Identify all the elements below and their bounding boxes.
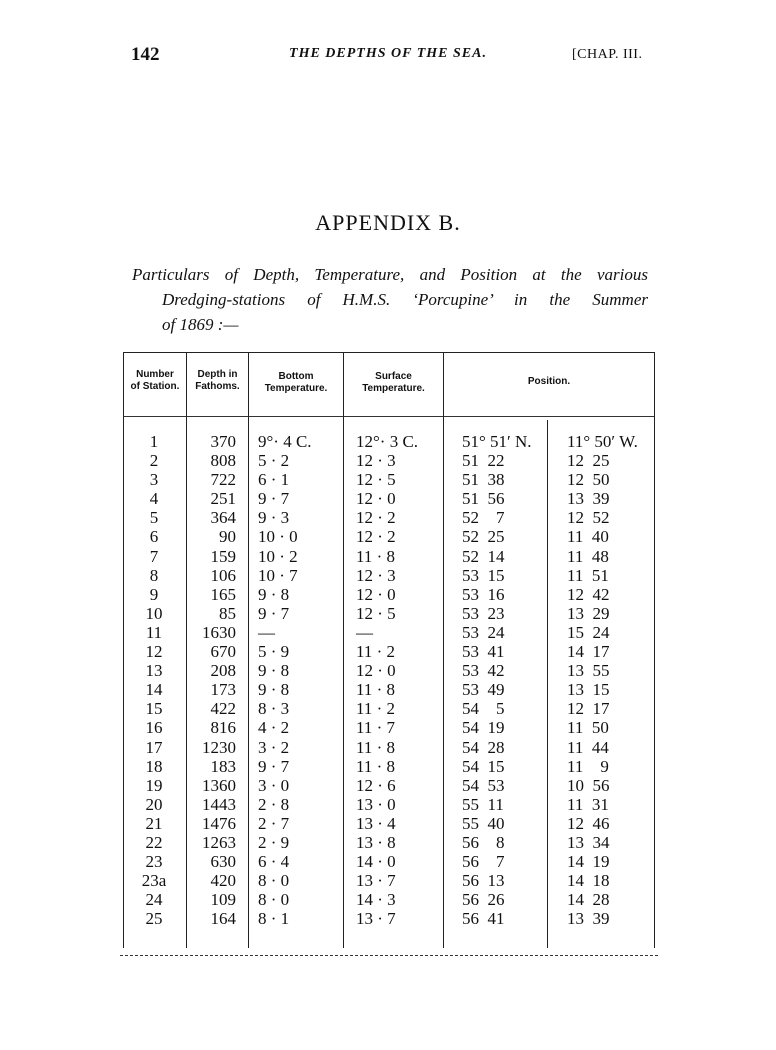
cell-longitude: 11 48 [567, 546, 609, 566]
cell-longitude: 12 42 [567, 584, 610, 604]
table-body [0, 432, 776, 928]
cell-longitude: 11° 50′ W. [567, 432, 638, 451]
cell-surface-temp: 11 · 8 [356, 737, 396, 757]
cell-surface-temp: 11 · 2 [356, 699, 396, 719]
cell-bottom-temp: 2 · 8 [258, 794, 290, 814]
table-row [0, 623, 776, 642]
cell-longitude: 11 31 [567, 794, 609, 814]
cell-longitude: 14 18 [567, 871, 610, 891]
cell-latitude: 51 38 [462, 470, 505, 490]
table-row [0, 489, 776, 508]
cell-bottom-temp: 6 · 1 [258, 470, 290, 490]
cell-depth: 1630 [202, 622, 236, 642]
cell-longitude: 13 55 [567, 661, 610, 681]
table-row [0, 527, 776, 546]
cell-latitude: 53 15 [462, 565, 505, 585]
cell-longitude: 13 39 [567, 909, 610, 929]
cell-bottom-temp: 2 · 9 [258, 832, 290, 852]
cell-bottom-temp: 10 · 7 [258, 565, 298, 585]
table-row [0, 432, 776, 451]
cell-depth: 420 [210, 871, 236, 891]
table-row [0, 871, 776, 890]
cell-surface-temp: 11 · 8 [356, 546, 396, 566]
cell-station: 4 [149, 489, 159, 509]
table-row [0, 909, 776, 928]
cell-station: 12 [145, 642, 163, 662]
cell-depth: 1263 [202, 832, 236, 852]
cell-longitude: 10 56 [567, 775, 610, 795]
table-row [0, 451, 776, 470]
cell-longitude: 13 39 [567, 489, 610, 509]
cell-bottom-temp: 8 · 0 [258, 890, 290, 910]
cell-bottom-temp: 9 · 8 [258, 680, 290, 700]
cell-latitude: 54 15 [462, 756, 505, 776]
cell-latitude: 52 14 [462, 546, 505, 566]
cell-surface-temp: 11 · 8 [356, 756, 396, 776]
table-row [0, 680, 776, 699]
cell-depth: 370 [210, 432, 236, 451]
cell-surface-temp: 12 · 2 [356, 527, 396, 547]
chapter-label: [CHAP. III. [572, 47, 643, 62]
cell-longitude: 13 15 [567, 680, 610, 700]
cell-depth: 1230 [202, 737, 236, 757]
cell-station: 16 [145, 718, 163, 738]
cell-depth: 173 [210, 680, 236, 700]
cell-station: 10 [145, 603, 163, 623]
cell-bottom-temp: 10 · 0 [258, 527, 298, 547]
table-caption [132, 262, 648, 337]
caption-line-3: of 1869 :— [162, 315, 239, 334]
cell-bottom-temp: 8 · 3 [258, 699, 290, 719]
cell-latitude: 54 19 [462, 718, 505, 738]
cell-latitude: 56 13 [462, 871, 505, 891]
cell-depth: 164 [210, 909, 236, 929]
table-row [0, 738, 776, 757]
cell-longitude: 11 51 [567, 565, 609, 585]
cell-depth: 106 [210, 565, 236, 585]
cell-latitude: 55 40 [462, 813, 505, 833]
cell-surface-temp: 13 · 4 [356, 813, 396, 833]
cell-station: 19 [145, 775, 163, 795]
cell-bottom-temp: 9 · 7 [258, 756, 290, 776]
cell-station: 17 [145, 737, 163, 757]
cell-longitude: 15 24 [567, 622, 610, 642]
cell-latitude: 56 8 [462, 832, 505, 852]
table-row [0, 699, 776, 718]
cell-surface-temp: 12 · 0 [356, 584, 396, 604]
cell-longitude: 11 40 [567, 527, 609, 547]
cell-depth: 183 [210, 756, 236, 776]
cell-station: 1 [149, 432, 159, 451]
cell-station: 20 [145, 794, 163, 814]
cell-longitude: 14 17 [567, 642, 610, 662]
cell-depth: 630 [210, 852, 236, 872]
table-row [0, 776, 776, 795]
cell-bottom-temp: 9 · 8 [258, 584, 290, 604]
cell-bottom-temp: — [258, 622, 275, 642]
cell-station: 3 [149, 470, 159, 490]
cell-latitude: 53 49 [462, 680, 505, 700]
header-bottom-temperature [249, 371, 343, 395]
cell-surface-temp: 12 · 3 [356, 565, 396, 585]
table-row [0, 661, 776, 680]
cell-station: 21 [145, 813, 163, 833]
table-row [0, 852, 776, 871]
table-top-rule [123, 352, 655, 353]
cell-surface-temp: 12 · 0 [356, 489, 396, 509]
header-bottom-line-1: Bottom [278, 371, 314, 382]
table-row [0, 890, 776, 909]
cell-depth: 722 [210, 470, 236, 490]
cell-latitude: 53 42 [462, 661, 505, 681]
running-head [0, 44, 776, 74]
running-title: THE DEPTHS OF THE SEA. [289, 46, 487, 61]
cell-longitude: 11 44 [567, 737, 609, 757]
table-row [0, 566, 776, 585]
cell-latitude: 54 5 [462, 699, 505, 719]
caption-line-2: Dredging-stations of H.M.S. ‘Porcupine’ in the Summer [162, 290, 648, 309]
cell-depth: 85 [219, 603, 236, 623]
cell-latitude: 55 11 [462, 794, 504, 814]
cell-longitude: 14 19 [567, 852, 610, 872]
header-bottom-line-2: Temperature. [264, 383, 328, 394]
cell-bottom-temp: 3 · 2 [258, 737, 290, 757]
cell-longitude: 12 50 [567, 470, 610, 490]
cell-depth: 670 [210, 642, 236, 662]
header-depth [187, 369, 248, 393]
table-row [0, 470, 776, 489]
table-row [0, 508, 776, 527]
cell-latitude: 52 7 [462, 508, 505, 528]
cell-station: 11 [145, 622, 163, 642]
cell-bottom-temp: 3 · 0 [258, 775, 290, 795]
cell-longitude: 11 9 [567, 756, 609, 776]
cell-station: 8 [149, 565, 159, 585]
cell-station: 14 [145, 680, 163, 700]
appendix-title: APPENDIX B. [315, 210, 461, 235]
header-station-line-2: of Station. [130, 381, 180, 392]
cell-station: 6 [149, 527, 159, 547]
cell-depth: 165 [210, 584, 236, 604]
header-surface-line-1: Surface [375, 371, 412, 382]
cell-surface-temp: 12 · 0 [356, 661, 396, 681]
cell-depth: 90 [219, 527, 236, 547]
cell-station: 25 [145, 909, 163, 929]
table-row [0, 642, 776, 661]
cell-depth: 1476 [202, 813, 236, 833]
cell-latitude: 52 25 [462, 527, 505, 547]
cell-latitude: 56 26 [462, 890, 505, 910]
cell-bottom-temp: 9 · 3 [258, 508, 290, 528]
header-depth-line-1: Depth in [197, 369, 238, 380]
cell-surface-temp: 13 · 8 [356, 832, 396, 852]
table-row [0, 795, 776, 814]
table-row [0, 585, 776, 604]
cell-latitude: 53 24 [462, 622, 505, 642]
cell-station: 13 [145, 661, 163, 681]
cell-station: 15 [145, 699, 163, 719]
cell-station: 9 [149, 584, 159, 604]
cell-bottom-temp: 6 · 4 [258, 852, 290, 872]
cell-surface-temp: 13 · 7 [356, 871, 396, 891]
header-surface-temperature [344, 371, 443, 395]
cell-bottom-temp: 2 · 7 [258, 813, 290, 833]
cell-longitude: 11 50 [567, 718, 609, 738]
table-row [0, 757, 776, 776]
cell-station: 18 [145, 756, 163, 776]
cell-surface-temp: 12 · 5 [356, 603, 396, 623]
cell-depth: 808 [210, 451, 236, 471]
page-number: 142 [131, 44, 160, 65]
cell-surface-temp: 12 · 5 [356, 470, 396, 490]
cell-surface-temp: 11 · 2 [356, 642, 396, 662]
cell-bottom-temp: 8 · 0 [258, 871, 290, 891]
cell-surface-temp: 12°· 3 C. [356, 432, 419, 451]
table-row [0, 547, 776, 566]
cell-latitude: 51° 51′ N. [462, 432, 532, 451]
cell-latitude: 56 7 [462, 852, 505, 872]
cell-surface-temp: 12 · 3 [356, 451, 396, 471]
cell-depth: 1360 [202, 775, 236, 795]
cell-latitude: 54 53 [462, 775, 505, 795]
cell-longitude: 12 17 [567, 699, 610, 719]
cell-latitude: 51 22 [462, 451, 505, 471]
cell-longitude: 13 29 [567, 603, 610, 623]
cell-bottom-temp: 9°· 4 C. [258, 432, 312, 451]
cell-latitude: 53 16 [462, 584, 505, 604]
cell-depth: 816 [210, 718, 236, 738]
header-depth-line-2: Fathoms. [195, 381, 240, 392]
header-station-line-1: Number [136, 369, 174, 380]
header-position: Position. [527, 376, 571, 387]
cell-station: 7 [149, 546, 159, 566]
cell-longitude: 12 25 [567, 451, 610, 471]
cell-latitude: 56 41 [462, 909, 505, 929]
cell-depth: 109 [210, 890, 236, 910]
cell-depth: 1443 [202, 794, 236, 814]
cell-station: 22 [145, 832, 163, 852]
header-station [124, 369, 186, 393]
cell-depth: 364 [210, 508, 236, 528]
cell-surface-temp: 14 · 3 [356, 890, 396, 910]
cell-depth: 208 [210, 661, 236, 681]
cell-bottom-temp: 5 · 2 [258, 451, 290, 471]
table-row [0, 833, 776, 852]
cell-depth: 251 [210, 489, 236, 509]
cell-bottom-temp: 9 · 7 [258, 603, 290, 623]
cell-longitude: 12 52 [567, 508, 610, 528]
table-row [0, 814, 776, 833]
cell-station: 24 [145, 890, 163, 910]
cell-longitude: 12 46 [567, 813, 610, 833]
cell-bottom-temp: 9 · 7 [258, 489, 290, 509]
cell-latitude: 54 28 [462, 737, 505, 757]
cell-latitude: 53 41 [462, 642, 505, 662]
cell-bottom-temp: 5 · 9 [258, 642, 290, 662]
cell-longitude: 14 28 [567, 890, 610, 910]
caption-line-1: Particulars of Depth, Temperature, and Position at the various [132, 265, 648, 284]
cell-latitude: 53 23 [462, 603, 505, 623]
cell-surface-temp: 13 · 0 [356, 794, 396, 814]
cell-surface-temp: 14 · 0 [356, 852, 396, 872]
cell-surface-temp: 11 · 7 [356, 718, 396, 738]
cell-bottom-temp: 8 · 1 [258, 909, 290, 929]
cell-bottom-temp: 10 · 2 [258, 546, 298, 566]
cell-station: 23 [145, 852, 163, 872]
cell-surface-temp: 11 · 8 [356, 680, 396, 700]
cell-station: 2 [149, 451, 159, 471]
cell-longitude: 13 34 [567, 832, 610, 852]
cell-depth: 422 [210, 699, 236, 719]
cell-surface-temp: — [356, 622, 373, 642]
table-header-rule [123, 416, 655, 417]
cell-depth: 159 [210, 546, 236, 566]
table-row [0, 718, 776, 737]
cell-bottom-temp: 9 · 8 [258, 661, 290, 681]
header-surface-line-2: Temperature. [362, 383, 425, 394]
table-row [0, 604, 776, 623]
cell-station: 5 [149, 508, 159, 528]
cell-surface-temp: 12 · 2 [356, 508, 396, 528]
cell-bottom-temp: 4 · 2 [258, 718, 290, 738]
cell-surface-temp: 12 · 6 [356, 775, 396, 795]
cell-station: 23a [141, 871, 167, 891]
cell-surface-temp: 13 · 7 [356, 909, 396, 929]
cell-latitude: 51 56 [462, 489, 505, 509]
table-bottom-rule [120, 955, 658, 956]
